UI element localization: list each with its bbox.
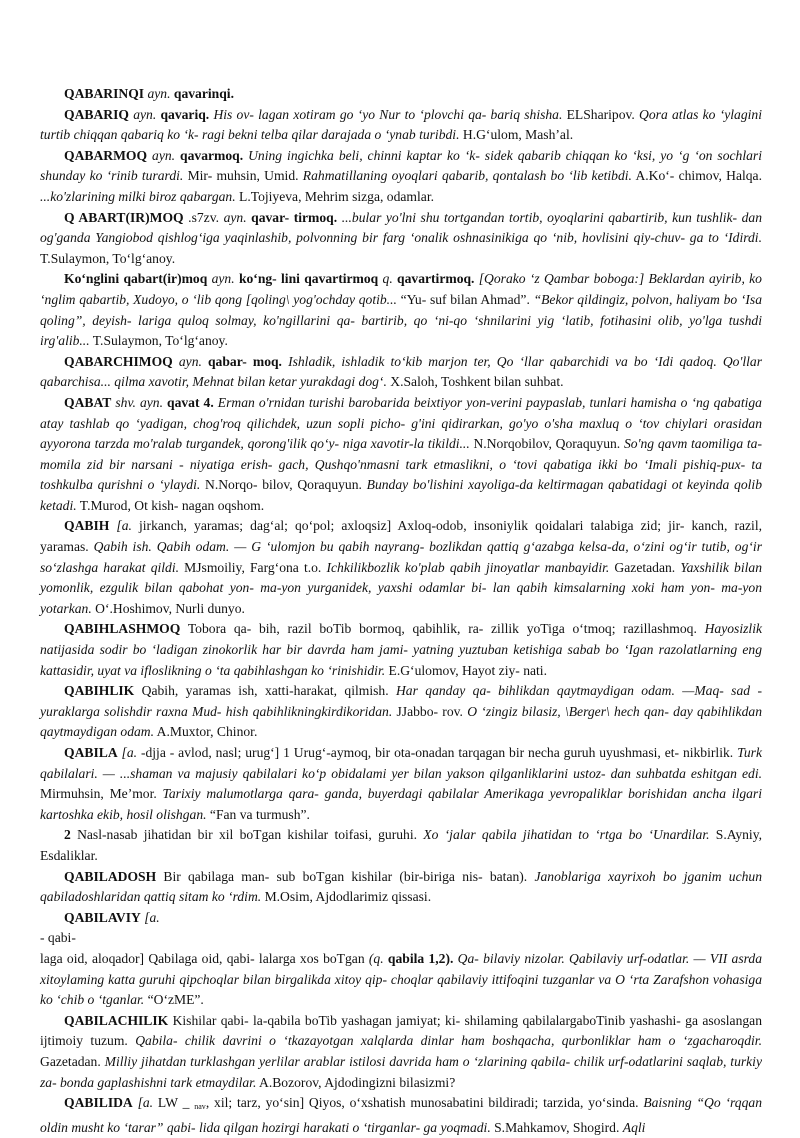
- dictionary-entry: [40, 743, 762, 825]
- entry-text: jirkanch, yaramas; dag‘al; qo‘pol; axloqsiz] Axloq-odob, insoniylik qoidalari talabiga zid; jir- kanch, razil, yaramas.: [40, 518, 762, 555]
- headword: QABARINQI: [64, 86, 145, 101]
- bold-term: qavarmoq.: [180, 147, 244, 163]
- dictionary-entry: [40, 105, 762, 146]
- example-text: Tarixiy malumotlarga qara- ganda, buyerdagi qabilalar Amerikaga yevropaliklar borishidan ancha ilgari kartoshka ekib, hosil olishgan.: [40, 786, 763, 822]
- headword: QABILADOSH: [64, 868, 157, 884]
- example-text: Milliy jihatdan turklashgan yerlilar arablar istilosi davrida ham o ‘zlarining qabila- chilik urf-odatlarini saqlab, turkiy za- bonda gaplashishni tark etmaydilar.: [40, 1053, 762, 1090]
- entry-text: S.Mahkamov, Shogird.: [490, 1119, 623, 1135]
- entry-text: L.Tojiyeva, Mehrim sizga, odamlar.: [235, 188, 434, 204]
- headword: QABIH: [64, 518, 110, 534]
- example-text: [a.: [121, 745, 138, 760]
- headword: Ko‘nglini qabart(ir)moq: [64, 271, 208, 287]
- example-text: (q.: [368, 950, 384, 966]
- example-text: Rahmatillaning oyoqlari qabarib, qontalash bo ‘lib ketibdi.: [302, 168, 632, 184]
- dictionary-entry: [40, 908, 762, 1011]
- example-text: Xo ‘jalar qabila jihatidan to ‘rtga bo ‘Unardilar.: [423, 827, 710, 843]
- entry-text: E.G‘ulomov, Hayot ziy- nati.: [385, 662, 547, 678]
- entry-text: Gazetadan.: [40, 1053, 105, 1069]
- example-text: [a.: [137, 1095, 154, 1111]
- example-text: Qora atlas ko ‘ylagini turtib chiqqan qabariq ko ‘k- ragi bekni telba qilar darajada o ‘ynab turibdi.: [40, 106, 762, 143]
- entry-text: laga oid, aloqador] Qabilaga oid, qabi- lalarga xos boTgan: [40, 950, 369, 966]
- entry-text: , xil; tarz, yo‘sin] Qiyos, o‘xshatish munosabatini bildiradi; tarzida, yo‘sinda.: [205, 1095, 644, 1111]
- example-text: [a.: [116, 518, 132, 534]
- bold-term: qavar- tirmoq.: [251, 209, 338, 225]
- example-text: Yaxshilik bilan yomonlik, ezgulik bilan qabohat yon- ma-yon yurganidek, yaxshi odamlar bi- lan qabih kimsalarning xoki ham yon- ma-yon yotarkan.: [40, 559, 762, 616]
- entry-text: T.Murod, Ot kish- nagan oqshom.: [76, 497, 265, 513]
- example-text: ...bular yo'lni shu tortgandan tortib, oyoqlarini qabartirib, kun tushlik- dan og'ganda Yangiobod qishlog‘iga yaqinlashib, polvonning bir farg ‘onalik oshnasinikiga qo ‘nib, hovlisini qiy-chuv- ga to ‘Idirdi.: [40, 209, 763, 246]
- headword: QABARIQ: [64, 106, 129, 122]
- example-text: [Qorako ‘z Qambar boboga:] Beklardan ayirib, ko ‘nglim qabartib, Xudoyo, o ‘lib qong [qoling\ yog'ochday qotib...: [40, 271, 762, 307]
- entry-text: ELSharipov.: [562, 106, 640, 122]
- example-text: O ‘zingiz bilasiz, \Berger\ hech qan- day qabihlikdan qaytmaydigan odam.: [40, 703, 762, 740]
- example-text: Hayosizlik natijasida sodir bo ‘ladigan zinokorlik har bir davrda ham jami- yatning yuztuban ketishiga sabab bo ‘Igan razolatlarning eng kattasidir, uyat va iflosliknіng o ‘ta qabihlashgan ko ‘rinishidir.: [40, 621, 762, 678]
- bold-term: qabila 1,2).: [387, 950, 454, 966]
- bold-term: qavariq.: [160, 106, 210, 122]
- entry-text: Mir- muhsin, Umid.: [183, 168, 303, 184]
- entry-text: “Fan va turmush”.: [206, 806, 310, 822]
- example-text: ayn.: [152, 147, 176, 163]
- example-text: Bunday bo'lishini xayoliga-da keltirmagan qabatidagi ot keyinda qolib ketadi.: [40, 477, 762, 513]
- example-text: ayn.: [178, 353, 202, 369]
- entry-text: A.Bozorov, Ajdodingizni bilasizmi?: [256, 1074, 456, 1090]
- entry-text: N.Norqo- bilov, Qoraquyun.: [200, 477, 367, 493]
- entry-text: H.G‘ulom, Mash’al.: [459, 127, 574, 143]
- example-text: Uning ingichka beli, chinni kaptar ko ‘k- sidek qabarib chiqqan ko ‘ksi, yo ‘g ‘on sochlari shunday ko ‘rinib turardi.: [40, 147, 762, 184]
- entry-text: T.Sulaymon, To‘lg‘anoy.: [40, 250, 176, 266]
- entry-text: Bir qabilaga man- sub boTgan kishilar (bir-biriga nis- batan).: [156, 868, 535, 884]
- entry-text: O‘.Hoshimov, Nurli dunyo.: [91, 600, 245, 616]
- example-text: His ov- lagan xotiram go ‘yo Nur to ‘plovchi qa- bariq shisha.: [213, 106, 563, 122]
- example-text: Qabih ish. Qabih odam. — G ‘ulomjon bu qabih nayrang- bozlikdan qattiq g‘azabga kelsa-da, o‘zini og‘ir tutib, og‘ir so‘zlashga harakat qildi.: [40, 539, 762, 575]
- headword: QABILIDA: [64, 1095, 133, 1111]
- headword: QABIHLIK: [64, 683, 135, 699]
- entry-text: .s7zv.: [183, 209, 224, 225]
- headword: QABILACHILIK: [64, 1012, 169, 1028]
- entry-text: M.Osim, Ajdodlarimiz qissasi.: [261, 889, 432, 905]
- dictionary-entry: [40, 867, 762, 908]
- entry-text: MJsmoiliy, Farg‘ona t.o.: [179, 559, 327, 575]
- bold-term: ko‘ng- lini qavartirmoq: [238, 271, 379, 287]
- entry-text: Qabih, yaramas ish, xatti-harakat, qilmish.: [134, 683, 396, 699]
- headword: QABARCHIMOQ: [64, 353, 173, 369]
- example-text: Janoblariga xayrixoh bo jganim uchun qabiladoshlaridan qattiq sitam ko ‘rdim.: [40, 868, 763, 905]
- example-text: [a.: [144, 909, 160, 925]
- example-text: Ishladik, ishladik to‘kib marjon ter, Qo ‘llar qabarchidi va bo ‘Idi qadoq. Qo'llar qabarchisa... qilma xavotir, Mehnat bilan ketar yurakdagi dog‘.: [40, 353, 763, 390]
- entry-text: Mirmuhsin, Me’mor.: [40, 786, 163, 802]
- example-text: Qa- bilaviy nizolar. Qabilaviy urf-odatlar. — VII asrda xitoylaming katta guruhi qipchoqlar bilan birgalikda xitoy qip- choqlar qabilaviy ittifoqini tuzganlar va O ‘rta Zarafshon vohasiga ko ‘chib o ‘tganlar.: [40, 950, 762, 1008]
- bold-term: qabar- moq.: [208, 353, 282, 369]
- dictionary-entry: [40, 681, 762, 743]
- dictionary-entry: [40, 352, 762, 393]
- dictionary-entry: [40, 146, 762, 208]
- subscript-text: nav: [194, 1102, 206, 1112]
- example-text: “Bekor qildingiz, polvon, haliyam bo ‘Isa qoling”, deyish- lariga quloq solmay, ko'ngillarini qa- bartirib, qo ‘ni-qo ‘shnilarini yig ‘latib, fotihasini olib, yo'lga tushdi irg'alib...: [40, 291, 763, 349]
- headword: QABIHLASHMOQ: [64, 621, 181, 637]
- example-text: ayn.: [147, 86, 171, 101]
- example-text: So'ng qavm taomiliga ta- momila zid bir narsani - niyatiga erish- gach, Qushqo'nmasni tark etmaslikni, o ‘tovi qabatiga ikki bo ‘Imali pishiq-pux- ta toshkulba qurishni o ‘ylaydi.: [40, 436, 762, 493]
- entry-text: T.Sulaymon, To‘lg‘anoy.: [89, 333, 228, 349]
- entry-text: JJabbo- rov.: [392, 703, 468, 719]
- example-text: Erman o'rnidan turishi barobarida beixtiyor yon-verini paypaslab, tunlari hamisha o ‘ng qabatiga atay tashlab qo ‘yadigan, chog'roq qilichdek, uzun sopli picho- g'ini qidirarkan, go'yo o'sha maxluq o ‘tov chiylari orasidan ayyorona tarzda mo'ralab turgandek, qorong'ilik qo‘y- niga xavotir-la tikildi...: [40, 394, 762, 452]
- entry-text: N.Norqobilov, Qoraquyun.: [469, 436, 624, 452]
- dictionary-entry: [40, 269, 762, 351]
- bold-term: 2: [64, 827, 71, 843]
- entry-text: -djja - avlod, nasl; urug‘] 1 Urug‘-aymoq, bir ota-onadan tarqagan bir necha guruh uyushmasi, et- nikbirlik.: [137, 745, 738, 760]
- example-text: ayn.: [133, 106, 157, 122]
- dictionary-entry: [40, 84, 762, 105]
- headword: QABILAVIY: [64, 909, 141, 925]
- example-text: q.: [382, 271, 393, 287]
- entry-text: X.Saloh, Toshkent bilan suhbat.: [386, 374, 564, 390]
- headword: QABARMOQ: [64, 147, 148, 163]
- entry-text: - qabi-: [40, 930, 76, 946]
- example-text: Qabila- chilik davrini o ‘tkazayotgan xalqlarda dinlar ham boshqacha, qurbonliklar ham o ‘zgacharoqdir.: [135, 1033, 762, 1049]
- dictionary-entry: [40, 825, 762, 866]
- example-text: ayn.: [211, 271, 235, 287]
- entry-text: S.Ayniy, Esdaliklar.: [40, 827, 763, 863]
- example-text: Baisning “Qo ‘rqqan oldin musht ko ‘tarar” qabi- lida qilgan hozirgi harakati o ‘tirganlar- ga yoqmadi.: [40, 1095, 762, 1135]
- dictionary-entry: [40, 516, 762, 619]
- entry-text: Kishilar qabi- la-qabila boTib yashagan jamiyat; ki- shilaming qabilalargaboTinib yashashi- ga asoslangan ijtimoiy tuzum.: [40, 1012, 762, 1049]
- example-text: ayn.: [223, 209, 247, 225]
- entry-text: Tobora qa- bih, razil boTib bormoq, qabihlik, ra- zillik yoTiga o‘tmoq; razillashmoq.: [180, 621, 705, 637]
- example-text: Ichkilikbozlik ko'plab qabih jinoyatlar manbayidir.: [326, 559, 610, 575]
- entry-text: “O‘zME”.: [144, 992, 204, 1008]
- bold-term: qavat 4.: [167, 394, 214, 410]
- headword: Q ABART(IR)MOQ: [64, 209, 184, 225]
- headword: QABAT: [64, 394, 112, 410]
- bold-term: qavartirmoq.: [397, 271, 475, 287]
- entry-text: LW _: [153, 1095, 195, 1111]
- headword: QABILA: [64, 745, 118, 760]
- dictionary-entry: [40, 208, 762, 270]
- dictionary-entry: [40, 1093, 762, 1138]
- example-text: ...ko'zlarining milki biroz qabargan.: [40, 188, 236, 204]
- example-text: Aqli: [622, 1119, 646, 1135]
- dictionary-entry: [40, 393, 762, 517]
- example-text: Turk qabilalari. — ...shaman va majusiy qabilalari ko‘p obidalami yer bilan yakson qilganliklarini ustoz- dan suhbatda eshitgan edi.: [40, 745, 762, 781]
- entry-text: Gazetadan.: [609, 559, 681, 575]
- entry-text: A.Ko‘- chimov, Halqa.: [631, 168, 762, 184]
- entry-text: A.Muxtor, Chinor.: [154, 724, 258, 740]
- dictionary-entry: [40, 1011, 762, 1093]
- bold-term: qavarinqi.: [173, 86, 234, 101]
- dictionary-entry: [40, 619, 762, 681]
- entry-text: “Yu- suf bilan Ahmad”.: [396, 291, 534, 307]
- example-text: Har qanday qa- bihlikdan qaytmaydigan odam. —Maq- sad - yuraklarga solishdir raxna Mud- hish qabihlikningkirdikoridan.: [40, 683, 762, 719]
- example-text: shv. ayn.: [115, 394, 163, 410]
- dictionary-page: [40, 84, 762, 1138]
- entry-text: Nasl-nasab jihatidan bir xil boTgan kishilar toifasi, guruhi.: [70, 827, 424, 843]
